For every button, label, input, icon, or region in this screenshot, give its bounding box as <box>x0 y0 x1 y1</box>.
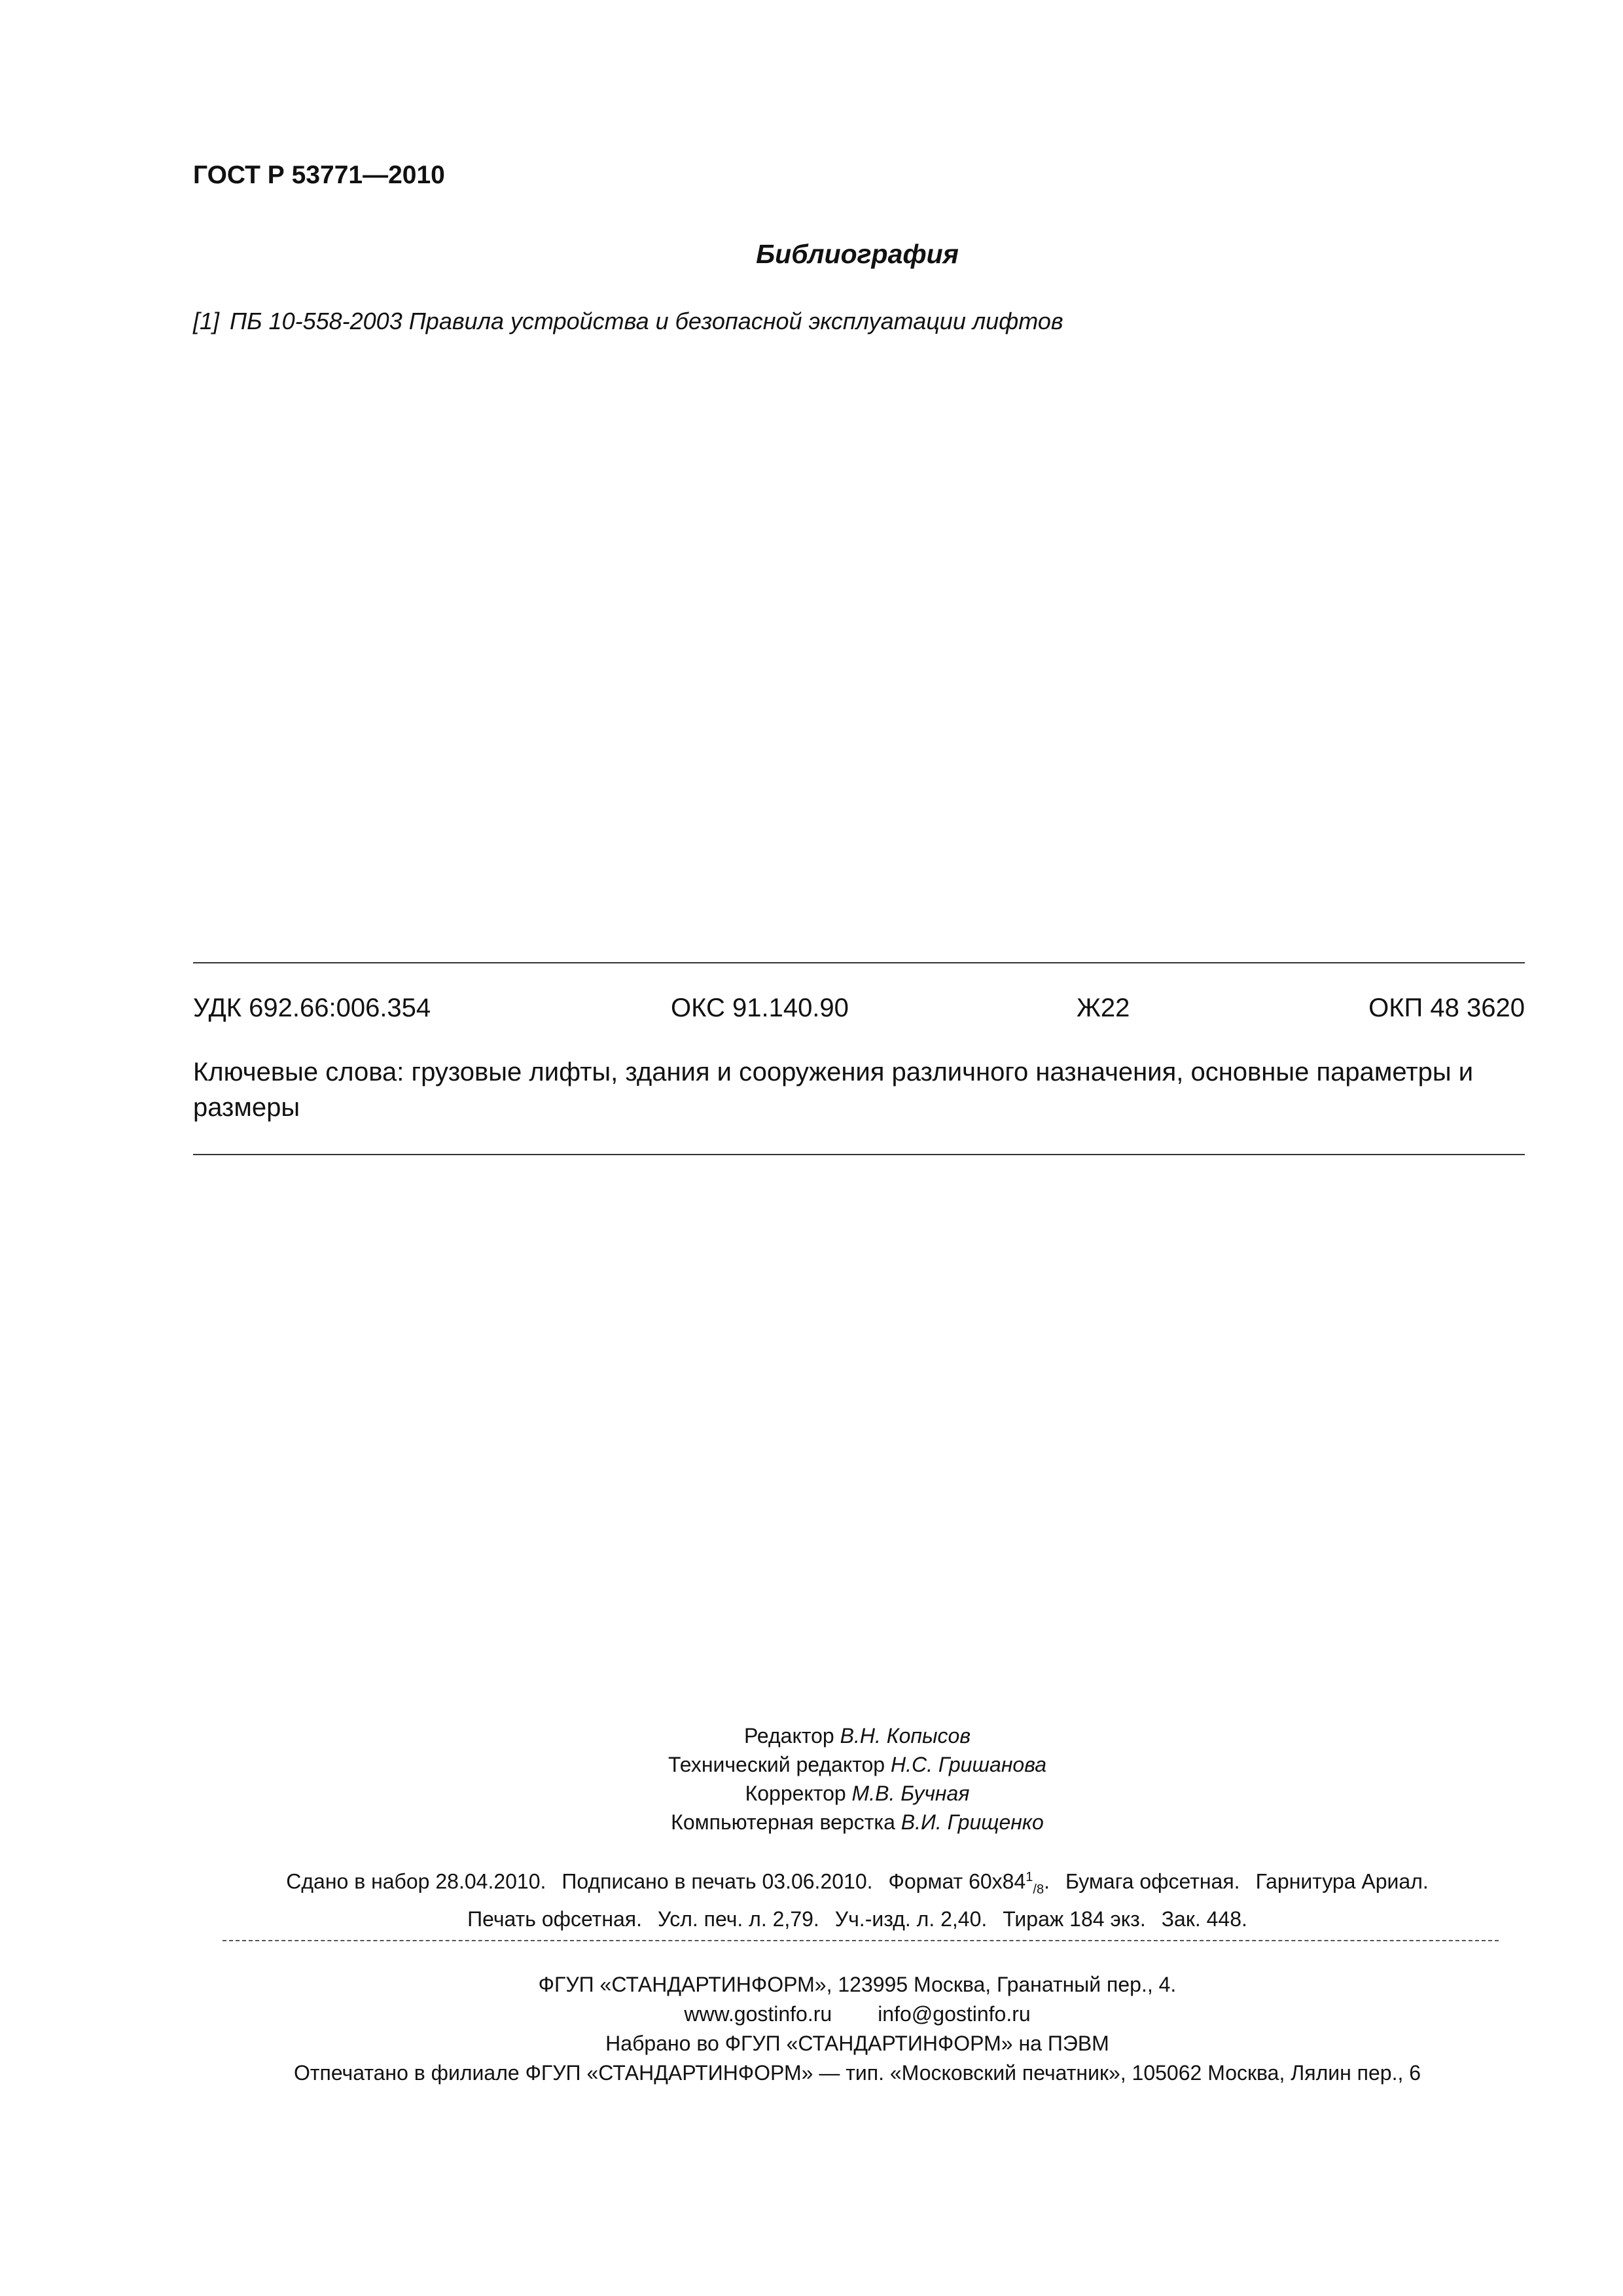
print-info-line-1: Сдано в набор 28.04.2010. Подписано в печать 03.06.2010. Формат $60x84^1_{/8}$. Бумага офсетная. Гарнитура Ариал. <box>286 1869 1429 1897</box>
layout-line: Компьютерная верстка В.И. Грищенко <box>671 1810 1044 1834</box>
okp-code: ОКП 48 3620 <box>1368 994 1525 1022</box>
imprint-credits <box>0 1721 1623 1837</box>
publisher-typeset: Набрано во ФГУП «СТАНДАРТИНФОРМ» на ПЭВМ <box>605 2032 1109 2055</box>
tech-editor-line: Технический редактор Н.С. Гришанова <box>668 1753 1047 1776</box>
document-code: ГОСТ Р 53771—2010 <box>193 161 445 189</box>
zh-code: Ж22 <box>1077 994 1130 1022</box>
publisher-contacts <box>0 2000 1623 2029</box>
corrector-line: Корректор М.В. Бучная <box>745 1782 970 1805</box>
print-info <box>0 1863 1623 1934</box>
bibliography-entry-text: ПБ 10-558-2003 Правила устройства и безопасной эксплуатации лифтов <box>230 308 1063 334</box>
print-info-line-2: Печать офсетная. Усл. печ. л. 2,79. Уч.-изд. л. 2,40. Тираж 184 экз. Зак. 448. <box>467 1907 1247 1931</box>
classification-row <box>193 994 1525 1029</box>
publisher-printed: Отпечатано в филиале ФГУП «СТАНДАРТИНФОРМ» — тип. «Московский печатник», 105062 Москва, Лялин пер., 6 <box>293 2061 1421 2085</box>
publisher-email[interactable]: info@gostinfo.ru <box>878 2002 1031 2026</box>
bibliography-entry <box>193 308 1063 335</box>
udk-code: УДК 692.66:006.354 <box>193 994 431 1022</box>
divider-top <box>193 962 1525 963</box>
publisher-info <box>0 1970 1623 2088</box>
bibliography-title: Библиография <box>756 239 959 269</box>
oks-code: ОКС 91.140.90 <box>671 994 849 1022</box>
publisher-address: ФГУП «СТАНДАРТИНФОРМ», 123995 Москва, Гранатный пер., 4. <box>538 1973 1177 1996</box>
editor-line: Редактор В.Н. Копысов <box>743 1724 971 1748</box>
keywords: Ключевые слова: грузовые лифты, здания и сооружения различного назначения, основные параметры и размеры <box>193 1058 1474 1122</box>
bibliography-entry-number: [1] <box>193 308 220 334</box>
divider-bottom <box>193 1154 1525 1155</box>
publisher-website[interactable]: www.gostinfo.ru <box>684 2002 832 2026</box>
dashed-divider <box>223 1940 1499 1941</box>
